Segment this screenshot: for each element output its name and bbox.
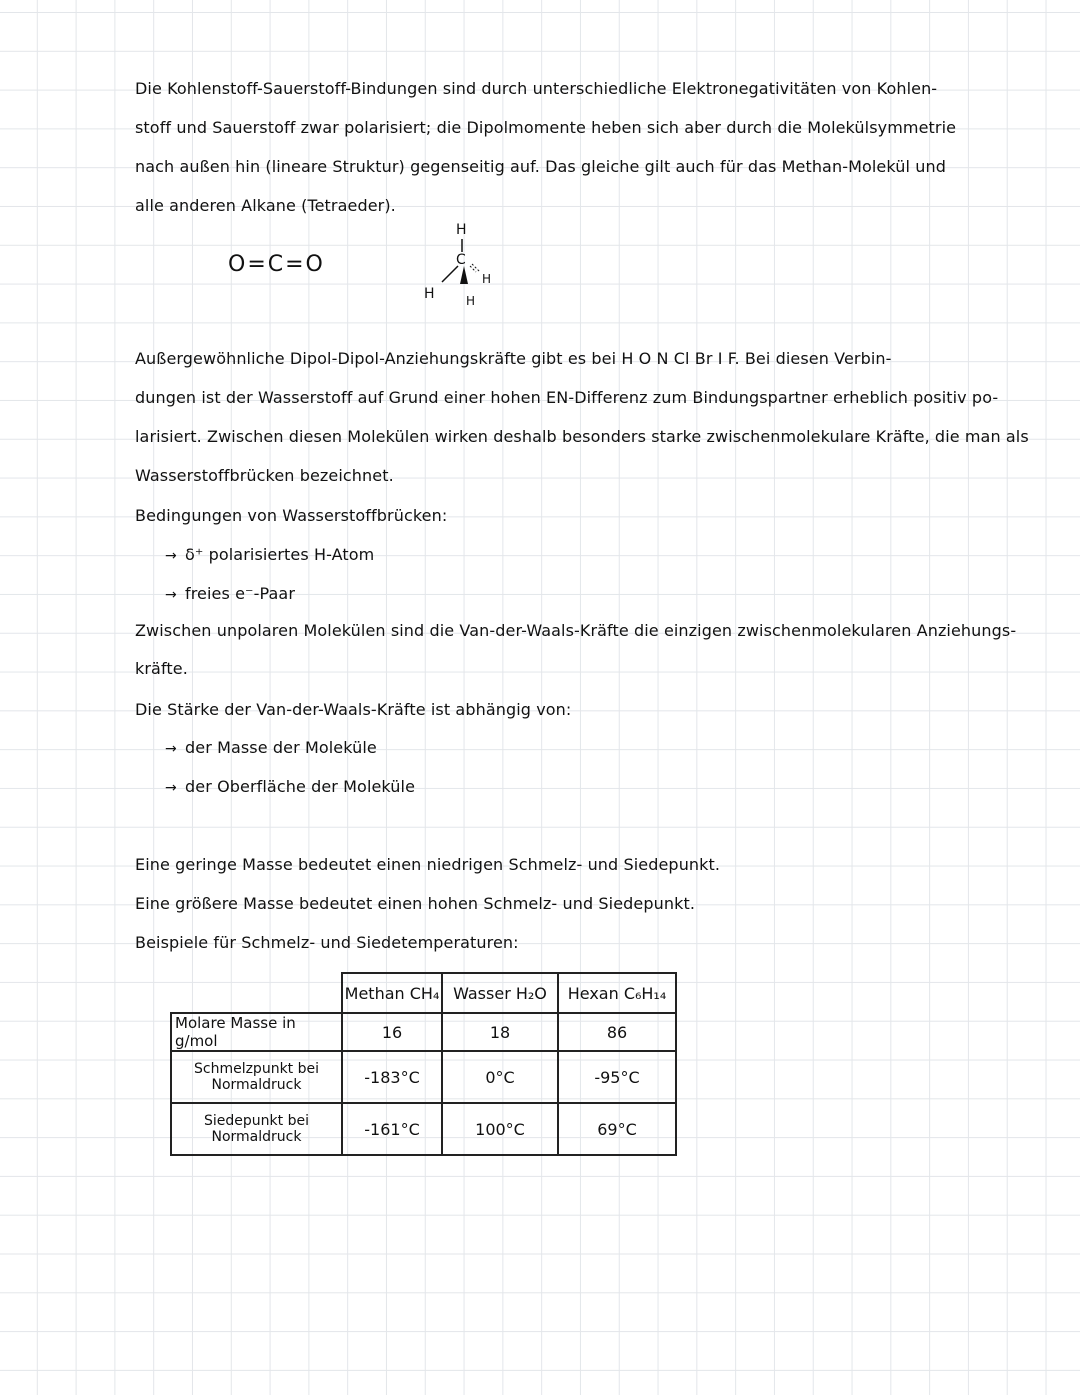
methane-h-right: H bbox=[482, 272, 492, 286]
table-cell: 86 bbox=[558, 1013, 676, 1051]
arrow-icon: → bbox=[165, 548, 177, 564]
arrow-icon: → bbox=[165, 741, 177, 757]
methane-c: C bbox=[456, 252, 466, 268]
methane-structure bbox=[420, 222, 520, 312]
row-label-line: Normaldruck bbox=[211, 1077, 302, 1093]
conditions-title: Bedingungen von Wasserstoffbrücken: bbox=[135, 506, 448, 525]
table-cell: -183°C bbox=[342, 1051, 442, 1103]
paragraph-3-line-2: kräfte. bbox=[135, 659, 188, 678]
table-row bbox=[171, 1013, 676, 1051]
table-header-hexane: Hexan C₆H₁₄ bbox=[558, 973, 676, 1013]
row-label-line: Siedepunkt bei bbox=[204, 1113, 309, 1129]
row-label-boiling-point bbox=[171, 1103, 342, 1155]
paragraph-4-line-2: Eine größere Masse bedeutet einen hohen Schmelz- und Siedepunkt. bbox=[135, 894, 696, 913]
methane-h-bottom: H bbox=[466, 294, 476, 308]
table-corner bbox=[171, 973, 342, 1013]
table-header-water: Wasser H₂O bbox=[442, 973, 558, 1013]
paragraph-1-line-3: nach außen hin (lineare Struktur) gegenseitig auf. Das gleiche gilt auch für das Methan-Molekül und bbox=[135, 157, 946, 176]
condition-item-1 bbox=[165, 544, 985, 567]
paragraph-2-line-4: Wasserstoffbrücken bezeichnet. bbox=[135, 466, 394, 485]
vdw-factor-text-1: der Masse der Moleküle bbox=[185, 738, 377, 757]
temperature-table bbox=[170, 972, 677, 1156]
methane-h-left: H bbox=[424, 286, 435, 302]
table-header-row bbox=[171, 973, 676, 1013]
paragraph-4-line-3: Beispiele für Schmelz- und Siedetemperaturen: bbox=[135, 933, 519, 952]
condition-text-1: δ⁺ polarisiertes H-Atom bbox=[185, 545, 375, 564]
table-cell: -161°C bbox=[342, 1103, 442, 1155]
table-cell: 16 bbox=[342, 1013, 442, 1051]
vdw-factor-text-2: der Oberfläche der Moleküle bbox=[185, 777, 416, 796]
row-label-line: Schmelzpunkt bei bbox=[193, 1061, 319, 1077]
table-cell: -95°C bbox=[558, 1051, 676, 1103]
table-row bbox=[171, 1103, 676, 1155]
methane-h-top: H bbox=[456, 222, 467, 238]
paragraph-2-line-2: dungen ist der Wasserstoff auf Grund einer hohen EN-Differenz zum Bindungspartner erheblich positiv po- bbox=[135, 388, 999, 407]
vdw-title: Die Stärke der Van-der-Waals-Kräfte ist abhängig von: bbox=[135, 700, 572, 719]
row-label-melting-point bbox=[171, 1051, 342, 1103]
table-row bbox=[171, 1051, 676, 1103]
arrow-icon: → bbox=[165, 780, 177, 796]
vdw-factor-2 bbox=[165, 776, 985, 799]
table-cell: 18 bbox=[442, 1013, 558, 1051]
paragraph-2-line-1: Außergewöhnliche Dipol-Dipol-Anziehungskräfte gibt es bei H O N Cl Br I F. Bei diesen Verbin- bbox=[135, 349, 892, 368]
paragraph-2-line-3: larisiert. Zwischen diesen Molekülen wirken deshalb besonders starke zwischenmolekulare Kräfte, die man als bbox=[135, 427, 1029, 446]
row-label-molar-mass: Molare Masse in g/mol bbox=[171, 1013, 342, 1051]
paragraph-3-line-1: Zwischen unpolaren Molekülen sind die Van-der-Waals-Kräfte die einzigen zwischenmolekularen Anziehungs- bbox=[135, 621, 1017, 640]
condition-item-2 bbox=[165, 583, 985, 606]
table-header-methane: Methan CH₄ bbox=[342, 973, 442, 1013]
table-cell: 100°C bbox=[442, 1103, 558, 1155]
condition-text-2: freies e⁻-Paar bbox=[185, 584, 295, 603]
table-cell: 0°C bbox=[442, 1051, 558, 1103]
table-cell: 69°C bbox=[558, 1103, 676, 1155]
paragraph-1-line-2: stoff und Sauerstoff zwar polarisiert; die Dipolmomente heben sich aber durch die Molekülsymmetrie bbox=[135, 118, 957, 137]
paragraph-1-line-1: Die Kohlenstoff-Sauerstoff-Bindungen sind durch unterschiedliche Elektronegativitäten von Kohlen- bbox=[135, 79, 938, 98]
row-label-line: Normaldruck bbox=[211, 1129, 302, 1145]
co2-structure: O=C=O bbox=[228, 252, 325, 277]
paragraph-1-line-4: alle anderen Alkane (Tetraeder). bbox=[135, 196, 396, 215]
vdw-factor-1 bbox=[165, 737, 985, 760]
arrow-icon: → bbox=[165, 587, 177, 603]
paragraph-4-line-1: Eine geringe Masse bedeutet einen niedrigen Schmelz- und Siedepunkt. bbox=[135, 855, 721, 874]
